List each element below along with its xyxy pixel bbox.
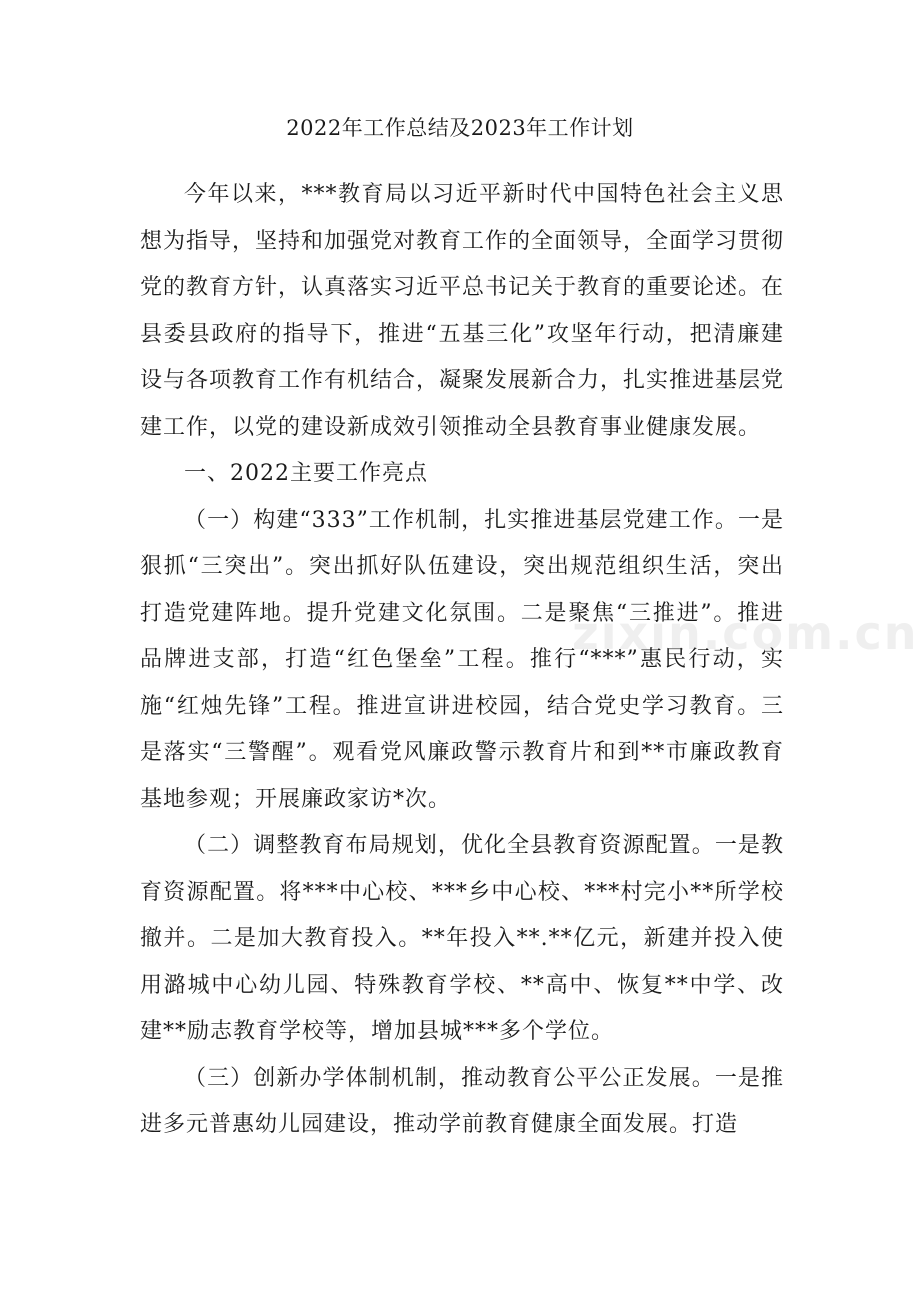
document-title: 2022年工作总结及2023年工作计划 — [286, 116, 634, 140]
paragraph-item-one: （一）构建“333”工作机制，扎实推进基层党建工作。一是狠抓“三突出”。突出抓好队伍建设，突出规范组织生活，突出打造党建阵地。提升党建文化氛围。二是聚焦“三推进”。推进品牌进支部，打造“红色堡垒”工程。推行“***”惠民行动，实施“红烛先锋”工程。推进宣讲进校园，结合党史学习教育。三是落实“三警醒”。观看党风廉政警示教育片和到**市廉政教育基地参观；开展廉政家访*次。 — [140, 507, 784, 812]
paragraph-item-three: （三）创新办学体制机制，推动教育公平公正发展。一是推进多元普惠幼儿园建设，推动学前教育健康全面发展。打造 — [140, 1065, 784, 1137]
section-heading-highlights: 一、2022主要工作亮点 — [184, 461, 428, 486]
document-body — [140, 172, 784, 1149]
watermark-logo: zixin.com.cn — [572, 606, 919, 660]
paragraph-intro: 今年以来，***教育局以习近平新时代中国特色社会主义思想为指导，坚持和加强党对教育工作的全面领导，全面学习贯彻党的教育方针，认真落实习近平总书记关于教育的重要论述。在县委县政府的指导下，推进“五基三化”攻坚年行动，把清廉建设与各项教育工作有机结合，凝聚发展新合力，扎实推进基层党建工作，以党的建设新成效引领推动全县教育事业健康发展。 — [140, 182, 785, 440]
paragraph-item-two: （二）调整教育布局规划，优化全县教育资源配置。一是教育资源配置。将***中心校、***乡中心校、***村完小**所学校撤并。二是加大教育投入。**年投入**.**亿元，新建并投入使用潞城中心幼儿园、特殊教育学校、**高中、恢复**中学、改建**励志教育学校等，增加县城***多个学位。 — [140, 833, 784, 1044]
